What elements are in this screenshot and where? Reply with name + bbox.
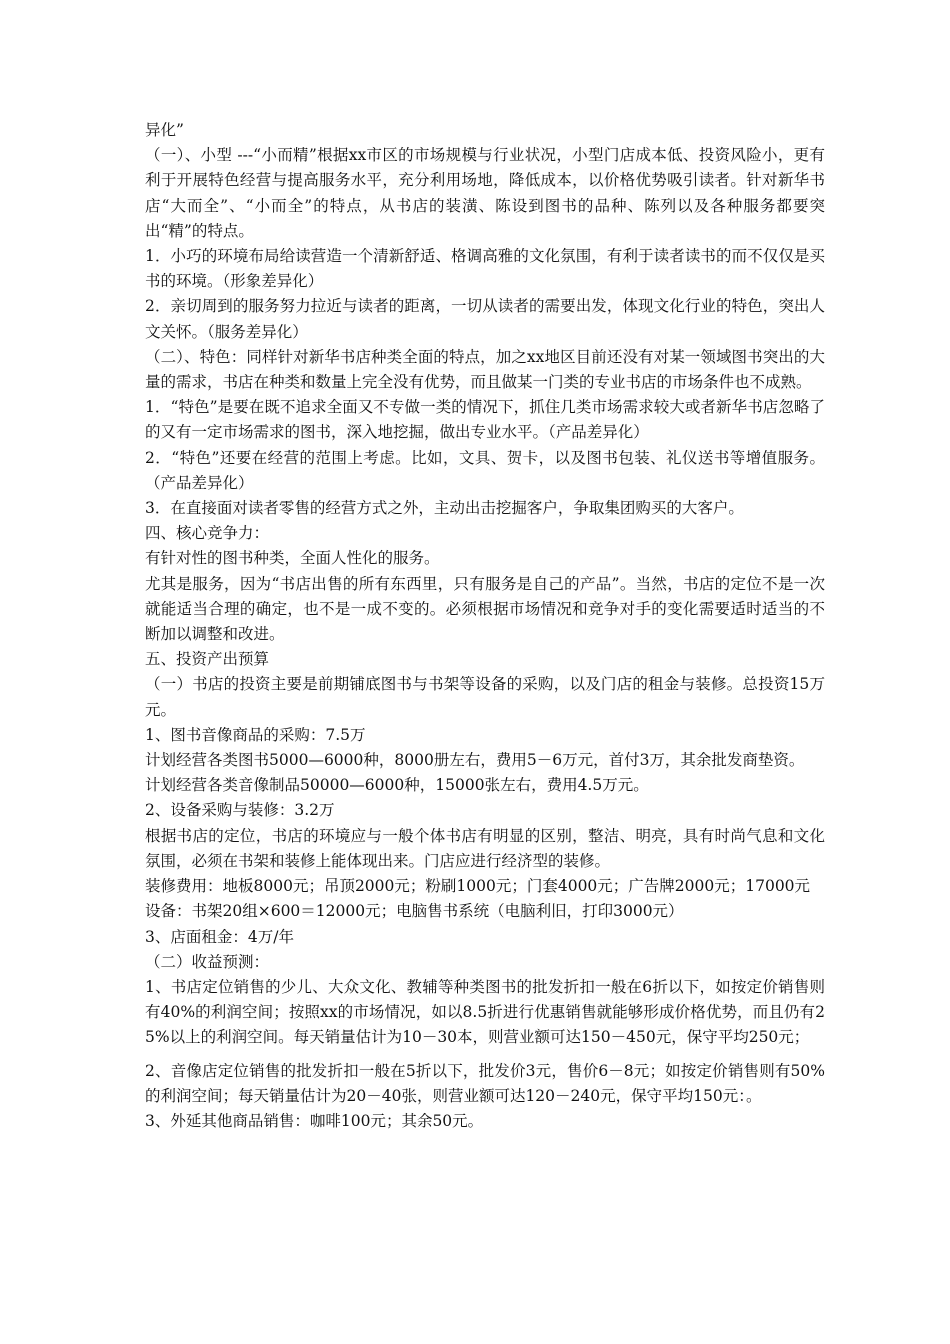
list-item: 3、店面租金：4万/年 bbox=[145, 927, 294, 946]
list-item: 2、设备采购与装修：3.2万 bbox=[145, 801, 335, 820]
list-item: 3．在直接面对读者零售的经营方式之外，主动出击挖掘客户，争取集团购买的大客户。 bbox=[145, 499, 744, 518]
section-small-scale: （一）、小型 ---“小而精”根据xx市区的市场规模与行业状况，小型门店成本低、投资风险小，更有利于开展特色经营与提高服务水平，充分利用场地，降低成本，以价格优势吸引读者。针对新华书店“大而全”、“小而全”的特点，从书店的装潢、陈设到图书的品种、陈列以及各种服务都要突出“精”的特点。 bbox=[145, 146, 825, 240]
heading-revenue-forecast: （二）收益预测： bbox=[145, 952, 270, 971]
paragraph: 尤其是服务，因为“书店出售的所有东西里，只有服务是自己的产品”。当然，书店的定位不是一次就能适当合理的确定，也不是一成不变的。必须根据市场情况和竞争对手的变化需要适时适当的不断加以调整和改进。 bbox=[145, 574, 825, 644]
paragraph: 设备：书架20组×600＝12000元；电脑售书系统（电脑利旧，打印3000元） bbox=[145, 902, 684, 921]
list-item: 2．“特色”还要在经营的范围上考虑。比如，文具、贺卡，以及图书包装、礼仪送书等增值服务。（产品差异化） bbox=[145, 448, 825, 492]
paragraph: 装修费用：地板8000元；吊顶2000元；粉刷1000元；门套4000元；广告牌2000元；17000元 bbox=[145, 877, 811, 896]
heading-core-competitiveness: 四、核心竞争力： bbox=[145, 524, 270, 543]
paragraph: 计划经营各类图书5000—6000种，8000册左右，费用5－6万元，首付3万，其余批发商垫资。 bbox=[145, 751, 805, 770]
list-item: 2、音像店定位销售的批发折扣一般在5折以下，批发价3元，售价6－8元；如按定价销售则有50%的利润空间；每天销量估计为20－40张，则营业额可达120－240元，保守平均150元：。 bbox=[145, 1061, 825, 1105]
list-item: 1．小巧的环境布局给读营造一个清新舒适、格调高雅的文化氛围，有利于读者读书的而不仅仅是买书的环境。（形象差异化） bbox=[145, 247, 825, 291]
list-item: 3、外延其他商品销售：咖啡100元；其余50元。 bbox=[145, 1111, 484, 1130]
list-item: 2．亲切周到的服务努力拉近与读者的距离，一切从读者的需要出发，体现文化行业的特色，突出人文关怀。（服务差异化） bbox=[145, 297, 825, 341]
list-item: 1、图书音像商品的采购：7.5万 bbox=[145, 725, 366, 744]
paragraph: 计划经营各类音像制品50000—6000种，15000张左右，费用4.5万元。 bbox=[145, 776, 649, 795]
section-feature: （二）、特色：同样针对新华书店种类全面的特点，加之xx地区目前还没有对某一领域图书突出的大量的需求，书店在种类和数量上完全没有优势，而且做某一门类的专业书店的市场条件也不成熟。 bbox=[145, 347, 825, 392]
paragraph-continuation: 异化” bbox=[145, 121, 184, 139]
list-item: 1．“特色”是要在既不追求全面又不专做一类的情况下，抓住几类市场需求较大或者新华书店忽略了的又有一定市场需求的图书，深入地挖掘，做出专业水平。（产品差异化） bbox=[145, 398, 825, 442]
document-body bbox=[145, 118, 825, 1134]
paragraph: （一）书店的投资主要是前期铺底图书与书架等设备的采购，以及门店的租金与装修。总投资15万元。 bbox=[145, 675, 825, 719]
paragraph: 根据书店的定位，书店的环境应与一般个体书店有明显的区别，整洁、明亮，具有时尚气息和文化氛围，必须在书架和装修上能体现出来。门店应进行经济型的装修。 bbox=[145, 826, 825, 870]
list-item: 1、书店定位销售的少儿、大众文化、教辅等种类图书的批发折扣一般在6折以下，如按定价销售则有40%的利润空间；按照xx的市场情况，如以8.5折进行优惠销售就能够形成价格优势，而且仍有25%以上的利润空间。每天销量估计为10－30本，则营业额可达150－450元，保守平均250元； bbox=[145, 977, 825, 1047]
heading-investment-budget: 五、投资产出预算 bbox=[145, 650, 270, 669]
paragraph: 有针对性的图书种类，全面人性化的服务。 bbox=[145, 549, 440, 568]
